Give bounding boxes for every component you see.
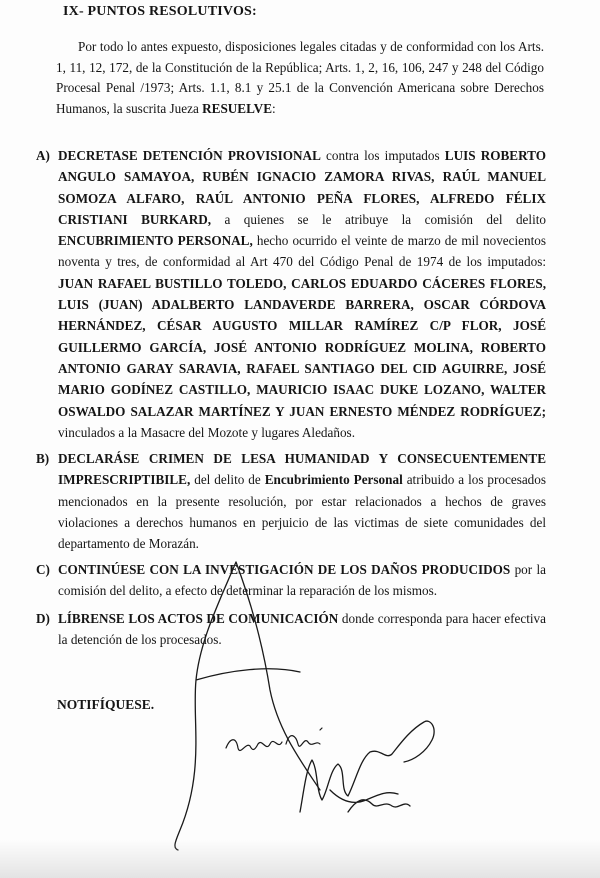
ante-mi-handwriting	[226, 728, 322, 751]
resolution-item-c	[36, 559, 546, 601]
item-label: B)	[36, 451, 50, 467]
item-b-text-1: del delito de	[190, 472, 265, 488]
item-b-text-2: atribuido a los procesados mencionados en la presente resolución, por estar relacionados a hechos de graves violaciones a derechos humanos en perjuicio de las victimas de siete comunidades del departamento de Morazán.	[58, 472, 546, 551]
item-a-text-4: vinculados a la Masacre del Mozote y lugares Aledaños.	[58, 424, 355, 440]
judge-signature	[300, 721, 434, 812]
item-d-text-1: donde corresponda para hacer efectiva la detención de los procesados.	[58, 610, 547, 647]
resuelve-word: RESUELVE	[202, 100, 273, 116]
item-a-bold-3: ENCUBRIMIENTO PERSONAL,	[58, 233, 253, 249]
item-b-bold-2: Encubrimiento Personal	[264, 472, 403, 488]
item-a-text-3: hecho ocurrido el veinte de marzo de mil novecientos noventa y tres, de conformidad al Art 470 del Código Penal de 1974 de los imputados:	[58, 233, 546, 270]
intro-paragraph	[56, 37, 544, 119]
item-a-bold-1: DECRETASE DETENCIÓN PROVISIONAL	[58, 148, 321, 163]
item-c-text-1: por la comisión del delito, a efecto de determinar la reparación de los mismos.	[58, 562, 546, 599]
item-a-text-1: contra los imputados	[320, 148, 445, 163]
item-label: A)	[36, 148, 50, 163]
item-label: D)	[36, 610, 50, 626]
closing-notify: NOTIFÍQUESE.	[57, 697, 155, 712]
resolution-item-b	[36, 448, 546, 554]
item-a-text-2: a quienes se le atribuye la comisión del delito	[211, 211, 546, 227]
item-c-bold-1: CONTINÚESE CON LA INVESTIGACIÓN DE LOS DAÑOS PRODUCIDOS	[58, 562, 511, 578]
intro-text: Por todo lo antes expuesto, disposiciones legales citadas y de conformidad con los Arts. 1, 11, 12, 172, de la Constitución de la República; Arts. 1, 2, 16, 106, 247 y 248 del Código Procesal Penal /1973; Arts. 1.1, 8.1 y 25.1 de la Convención Americana sobre Derechos Humanos, la suscrita Jueza	[56, 39, 544, 116]
item-a-bold-4: JUAN RAFAEL BUSTILLO TOLEDO, CARLOS EDUARDO CÁCERES FLORES, LUIS (JUAN) ADALBERTO LANDAVERDE BARRERA, OSCAR CÓRDOVA HERNÁNDEZ, CÉSAR AUGUSTO MILLAR RAMÍREZ C/P FLOR, JOSÉ GUILLERMO GARCÍA, JOSÉ ANTONIO RODRÍGUEZ MOLINA, ROBERTO ANTONIO GARAY SARAVIA, RAFAEL SANTIAGO DEL CID AGUIRRE, JOSÉ MARIO GODÍNEZ CASTILLO, MAURICIO ISAAC DUKE LOZANO, WALTER OSWALDO SALAZAR MARTÍNEZ Y JUAN ERNESTO MÉNDEZ RODRÍGUEZ;	[58, 275, 546, 419]
resolution-item-d	[36, 608, 546, 650]
item-b-bold-1: DECLARÁSE CRIMEN DE LESA HUMANIDAD Y CONSECUENTEMENTE IMPRESCRIPTIBILE,	[58, 451, 546, 488]
resolution-items	[36, 145, 546, 650]
scan-edge-shadow	[0, 840, 600, 878]
item-label: C)	[36, 562, 50, 578]
item-d-bold-1: LÍBRENSE LOS ACTOS DE COMUNICACIÓN	[58, 610, 339, 626]
item-a-bold-2: LUIS ROBERTO ANGULO SAMAYOA, RUBÉN IGNACIO ZAMORA RIVAS, RAÚL MANUEL SOMOZA ALFARO, RAÚL ANTONIO PEÑA FLORES, ALFREDO FÉLIX CRISTIANI BURKARD,	[58, 148, 546, 227]
section-heading: IX- PUNTOS RESOLUTIVOS:	[63, 4, 257, 19]
intro-end: :	[272, 100, 276, 116]
resolution-item-a	[36, 145, 546, 443]
